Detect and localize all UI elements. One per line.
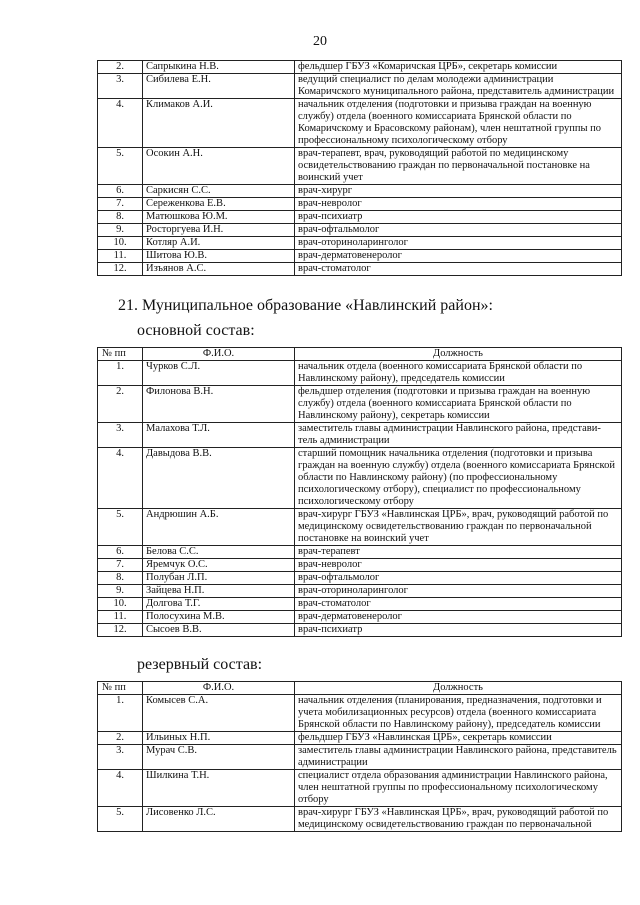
table-row [98,386,622,423]
row-name: Сысоев В.В. [143,624,295,637]
table-row [98,598,622,611]
row-name: Андрюшин А.Б. [143,509,295,546]
row-name: Комысев С.А. [143,695,295,732]
row-number: 4. [98,770,143,807]
table-row [98,770,622,807]
row-name: Мурач С.В. [143,745,295,770]
row-name: Малахова Т.Л. [143,423,295,448]
row-number: 9. [98,585,143,598]
row-name: Яремчук О.С. [143,559,295,572]
row-name: Давыдова В.В. [143,448,295,509]
row-number: 6. [98,185,143,198]
table-header-row [98,348,622,361]
row-position: врач-стоматолог [295,598,622,611]
row-number: 8. [98,211,143,224]
row-number: 11. [98,250,143,263]
header-name: Ф.И.О. [143,682,295,695]
reserve-composition-table [97,681,622,832]
row-name: Климаков А.И. [143,99,295,148]
row-name: Полубан Л.П. [143,572,295,585]
table-row [98,546,622,559]
reserve-composition-subtitle: резервный состав: [137,656,263,673]
row-position: врач-невролог [295,198,622,211]
row-position: врач-оториноларинголог [295,585,622,598]
row-position: врач-стоматолог [295,263,622,276]
row-position: фельдшер отделения (подготовки и призыва граждан на военную службу) отдела (военного комиссариата Брянской области по Навлинскому району), секретарь комиссии [295,386,622,423]
row-name: Сибилева Е.Н. [143,74,295,99]
row-position: врач-дерматовенеролог [295,250,622,263]
row-number: 9. [98,224,143,237]
row-number: 10. [98,598,143,611]
row-position: врач-дерматовенеролог [295,611,622,624]
row-position: начальник отделения (подготовки и призыва граждан на военную службу) отдела (военного комиссариата Брянской области по Комаричскому и Брасовскому районам), член нештатной группы по профессиональному психологическому отбору [295,99,622,148]
row-position: врач-оториноларинголог [295,237,622,250]
row-number: 3. [98,745,143,770]
commission-table-continued [97,60,622,276]
row-position: старший помощник начальника отделения (подготовки и призыва граждан на военную службу) отдела (военного комиссариата Брянской области по Навлинскому району) (по профессиональному психологическому отбору), специалист по профессиональному психологическому отбору [295,448,622,509]
row-number: 7. [98,198,143,211]
row-position: фельдшер ГБУЗ «Комаричская ЦРБ», секретарь комиссии [295,61,622,74]
row-position: врач-терапевт, врач, руководящий работой по медицинскому освидетельствованию граждан по первоначальной постановке на воинский учет [295,148,622,185]
row-name: Ильиных Н.П. [143,732,295,745]
row-number: 10. [98,237,143,250]
table-row [98,572,622,585]
row-name: Шитова Ю.В. [143,250,295,263]
table-row [98,448,622,509]
row-number: 4. [98,99,143,148]
row-position: ведущий специалист по делам молодежи администрации Комаричского муниципального района, представитель администрации [295,74,622,99]
header-position: Должность [295,348,622,361]
table-row [98,148,622,185]
row-number: 2. [98,61,143,74]
table-row [98,211,622,224]
row-position: заместитель главы администрации Навлинского района, представи-тель администрации [295,423,622,448]
row-position: врач-психиатр [295,211,622,224]
row-position: врач-невролог [295,559,622,572]
row-name: Саркисян С.С. [143,185,295,198]
row-number: 5. [98,807,143,832]
row-number: 3. [98,423,143,448]
row-number: 2. [98,732,143,745]
row-number: 12. [98,624,143,637]
table-row [98,509,622,546]
table-row [98,250,622,263]
row-number: 5. [98,148,143,185]
table-row [98,695,622,732]
row-name: Котляр А.И. [143,237,295,250]
table-row [98,559,622,572]
table-row [98,237,622,250]
row-name: Долгова Т.Г. [143,598,295,611]
row-number: 7. [98,559,143,572]
table-row [98,807,622,832]
table-row [98,185,622,198]
row-position: врач-хирург ГБУЗ «Навлинская ЦРБ», врач, руководящий работой по медицинскому освидетельствованию граждан по первоначальной [295,807,622,832]
row-number: 12. [98,263,143,276]
table-row [98,224,622,237]
row-position: врач-офтальмолог [295,572,622,585]
row-position: врач-психиатр [295,624,622,637]
row-name: Матюшкова Ю.М. [143,211,295,224]
row-number: 1. [98,695,143,732]
row-name: Сапрыкина Н.В. [143,61,295,74]
row-name: Шилкина Т.Н. [143,770,295,807]
row-position: начальник отделения (планирования, предназначения, подготовки и учета мобилизационных ресурсов) отдела (военного комиссариата Брянской области по Навлинскому району), председатель комиссии [295,695,622,732]
table-row [98,61,622,74]
table-row [98,99,622,148]
row-position: начальник отдела (военного комиссариата Брянской области по Навлинскому району), председатель комиссии [295,361,622,386]
row-name: Лисовенко Л.С. [143,807,295,832]
table-row [98,423,622,448]
row-number: 1. [98,361,143,386]
main-composition-subtitle: основной состав: [137,322,255,339]
row-name: Осокин А.Н. [143,148,295,185]
table-row [98,585,622,598]
row-number: 3. [98,74,143,99]
page-number: 20 [313,34,327,49]
row-position: врач-хирург [295,185,622,198]
row-position: врач-хирург ГБУЗ «Навлинская ЦРБ», врач, руководящий работой по медицинскому освидетельствованию граждан по первоначальной постановке на воинский учет [295,509,622,546]
row-name: Изъянов А.С. [143,263,295,276]
header-num: № пп [98,682,143,695]
row-position: врач-терапевт [295,546,622,559]
row-number: 6. [98,546,143,559]
row-position: специалист отдела образования администрации Навлинского района, член нештатной группы по профессиональному психологическому отбору [295,770,622,807]
table-row [98,263,622,276]
table-row [98,732,622,745]
header-position: Должность [295,682,622,695]
row-name: Сереженкова Е.В. [143,198,295,211]
main-composition-table [97,347,622,637]
table-row [98,745,622,770]
section-title: 21. Муниципальное образование «Навлинский район»: [118,297,493,314]
header-num: № пп [98,348,143,361]
row-number: 11. [98,611,143,624]
table-row [98,624,622,637]
row-number: 8. [98,572,143,585]
row-name: Полосухина М.В. [143,611,295,624]
row-number: 5. [98,509,143,546]
row-name: Белова С.С. [143,546,295,559]
row-position: врач-офтальмолог [295,224,622,237]
row-name: Росторгуева И.Н. [143,224,295,237]
table-row [98,74,622,99]
table-row [98,611,622,624]
table-header-row [98,682,622,695]
row-name: Филонова В.Н. [143,386,295,423]
row-position: заместитель главы администрации Навлинского района, представитель администрации [295,745,622,770]
row-name: Зайцева Н.П. [143,585,295,598]
row-number: 4. [98,448,143,509]
header-name: Ф.И.О. [143,348,295,361]
row-number: 2. [98,386,143,423]
table-row [98,198,622,211]
row-name: Чурков С.Л. [143,361,295,386]
row-position: фельдшер ГБУЗ «Навлинская ЦРБ», секретарь комиссии [295,732,622,745]
table-row [98,361,622,386]
